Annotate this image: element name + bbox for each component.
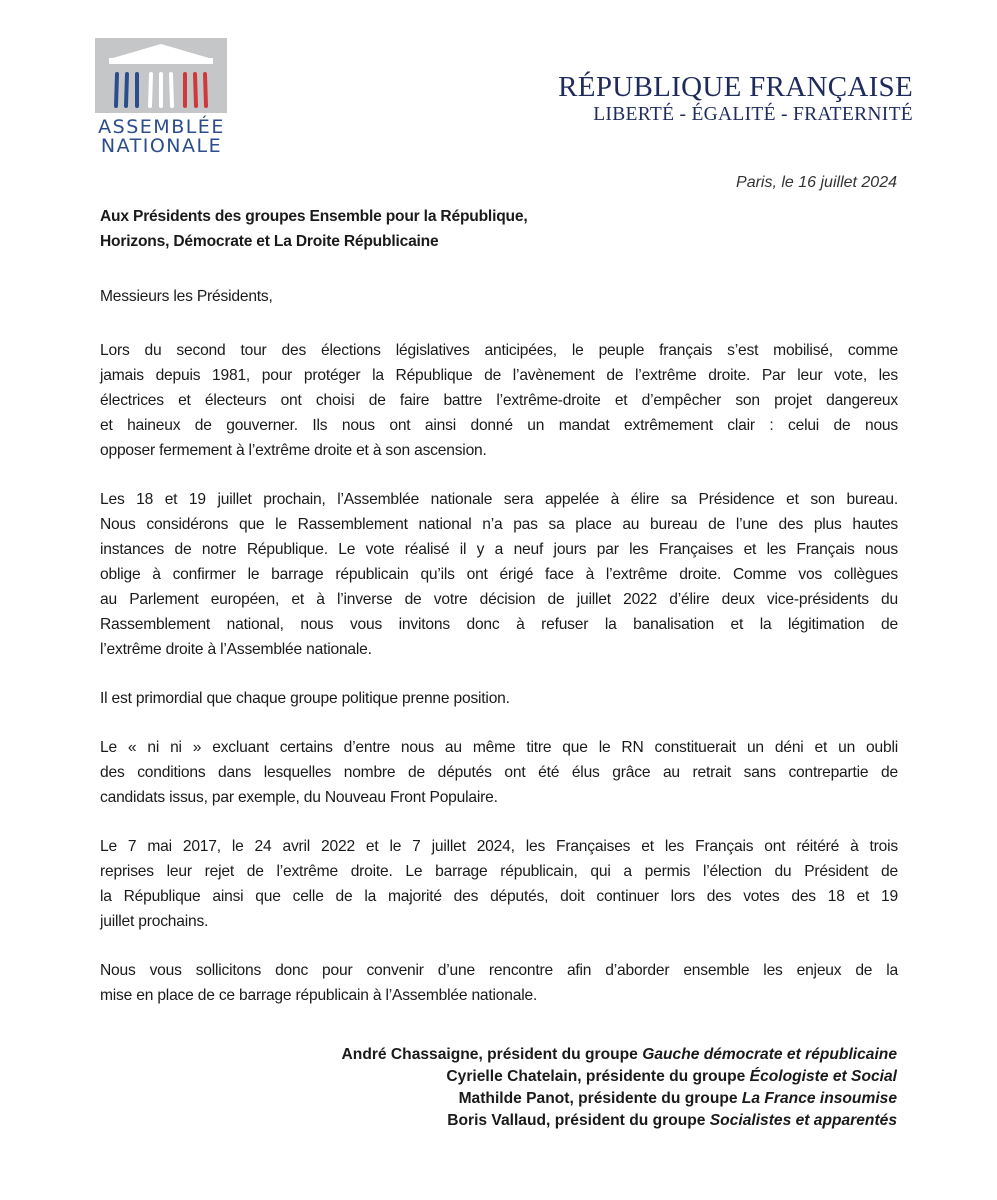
paragraph xyxy=(100,834,898,934)
signatory-name: Cyrielle Chatelain, présidente du groupe xyxy=(446,1068,750,1085)
paragraph-line: Lors du second tour des élections législatives anticipées, le peuple français s’est mobilisé, comme xyxy=(100,342,898,359)
assemblee-nationale-logo xyxy=(95,38,228,156)
paragraph-line: Il est primordial que chaque groupe politique prenne position. xyxy=(100,690,510,707)
logo-line-2: NATIONALE xyxy=(100,135,223,157)
signatures xyxy=(342,1044,897,1132)
paragraph xyxy=(100,487,898,662)
paragraph-line: la République ainsi que celle de la majorité des députés, doit continuer lors des votes des 18 et 19 xyxy=(100,888,898,905)
signature-line xyxy=(342,1066,897,1088)
paragraph xyxy=(100,958,898,1008)
paragraph-line: reprises leur rejet de l’extrême droite. Le barrage républicain, qui a permis l’élection du Président de xyxy=(100,863,898,880)
paragraph-line: candidats issus, par exemple, du Nouveau Front Populaire. xyxy=(100,789,498,806)
signatory-name: Boris Vallaud, président du groupe xyxy=(447,1112,710,1129)
paragraph xyxy=(100,735,898,810)
paragraph-line: opposer fermement à l’extrême droite et à son ascension. xyxy=(100,442,487,459)
header-motto: LIBERTÉ - ÉGALITÉ - FRATERNITÉ xyxy=(593,104,913,125)
group-name: La France insoumise xyxy=(741,1090,897,1107)
logo-line-1: ASSEMBLÉE xyxy=(98,116,225,138)
addressee-line: Aux Présidents des groupes Ensemble pour la République, xyxy=(100,208,528,225)
paragraph-line: instances de notre République. Le vote réalisé il y a neuf jours par les Françaises et les Français nous xyxy=(100,541,898,558)
paragraph-line: oblige à confirmer le barrage républicain qu’ils ont érigé face à l’extrême droite. Comme vos collègues xyxy=(100,566,898,583)
group-name: Socialistes et apparentés xyxy=(709,1112,897,1129)
paragraph-line: Les 18 et 19 juillet prochain, l’Assemblée nationale sera appelée à élire sa Présidence et son bureau. xyxy=(100,491,898,508)
group-name: Gauche démocrate et républicaine xyxy=(642,1046,897,1063)
hemicycle-emblem-icon xyxy=(95,38,227,113)
paragraph-line: l’extrême droite à l’Assemblée nationale. xyxy=(100,641,372,658)
paragraph-line: jamais depuis 1981, pour protéger la République de l’avènement de l’extrême droite. Par leur vote, les xyxy=(100,367,898,384)
paragraph xyxy=(100,338,898,463)
salutation: Messieurs les Présidents, xyxy=(100,288,273,305)
logo-text xyxy=(95,118,228,156)
paragraph-line: Nous vous sollicitons donc pour convenir d’une rencontre afin d’aborder ensemble les enjeux de la xyxy=(100,962,898,979)
signature-line xyxy=(342,1044,897,1066)
paragraph-line: Nous considérons que le Rassemblement national n’a pas sa place au bureau de l’une des plus hautes xyxy=(100,516,898,533)
paragraph-line: électrices et électeurs ont choisi de faire battre l’extrême-droite et d’empêcher son projet dangereux xyxy=(100,392,898,409)
paragraph-line: des conditions dans lesquelles nombre de députés ont été élus grâce au retrait sans contrepartie de xyxy=(100,764,898,781)
group-name: Écologiste et Social xyxy=(749,1068,897,1085)
signature-line xyxy=(342,1110,897,1132)
paragraph-line: et haineux de gouverner. Ils nous ont ainsi donné un mandat extrêmement clair : celui de nous xyxy=(100,417,898,434)
paragraph-line: Le « ni ni » excluant certains d’entre nous au même titre que le RN constituerait un déni et un oubli xyxy=(100,739,898,756)
signatory-name: Mathilde Panot, présidente du groupe xyxy=(458,1090,742,1107)
republique-header xyxy=(558,70,913,126)
letter-date: Paris, le 16 juillet 2024 xyxy=(736,174,897,191)
addressee-line: Horizons, Démocrate et La Droite Républicaine xyxy=(100,233,439,250)
addressee xyxy=(100,204,898,254)
signature-line xyxy=(342,1088,897,1110)
letter-body xyxy=(100,204,898,1032)
paragraph-line: Rassemblement national, nous vous invitons donc à refuser la banalisation et la légitimation de xyxy=(100,616,898,633)
signatory-name: André Chassaigne, président du groupe xyxy=(341,1046,643,1063)
paragraph xyxy=(100,686,898,711)
paragraph-line: Le 7 mai 2017, le 24 avril 2022 et le 7 juillet 2024, les Françaises et les Français ont réitéré à trois xyxy=(100,838,898,855)
paragraph-line: juillet prochains. xyxy=(100,913,209,930)
paragraph-line: au Parlement européen, et à l’inverse de votre décision de juillet 2022 d’élire deux vice-présidents du xyxy=(100,591,898,608)
header-title: RÉPUBLIQUE FRANÇAISE xyxy=(558,71,913,103)
paragraph-line: mise en place de ce barrage républicain à l’Assemblée nationale. xyxy=(100,987,538,1004)
